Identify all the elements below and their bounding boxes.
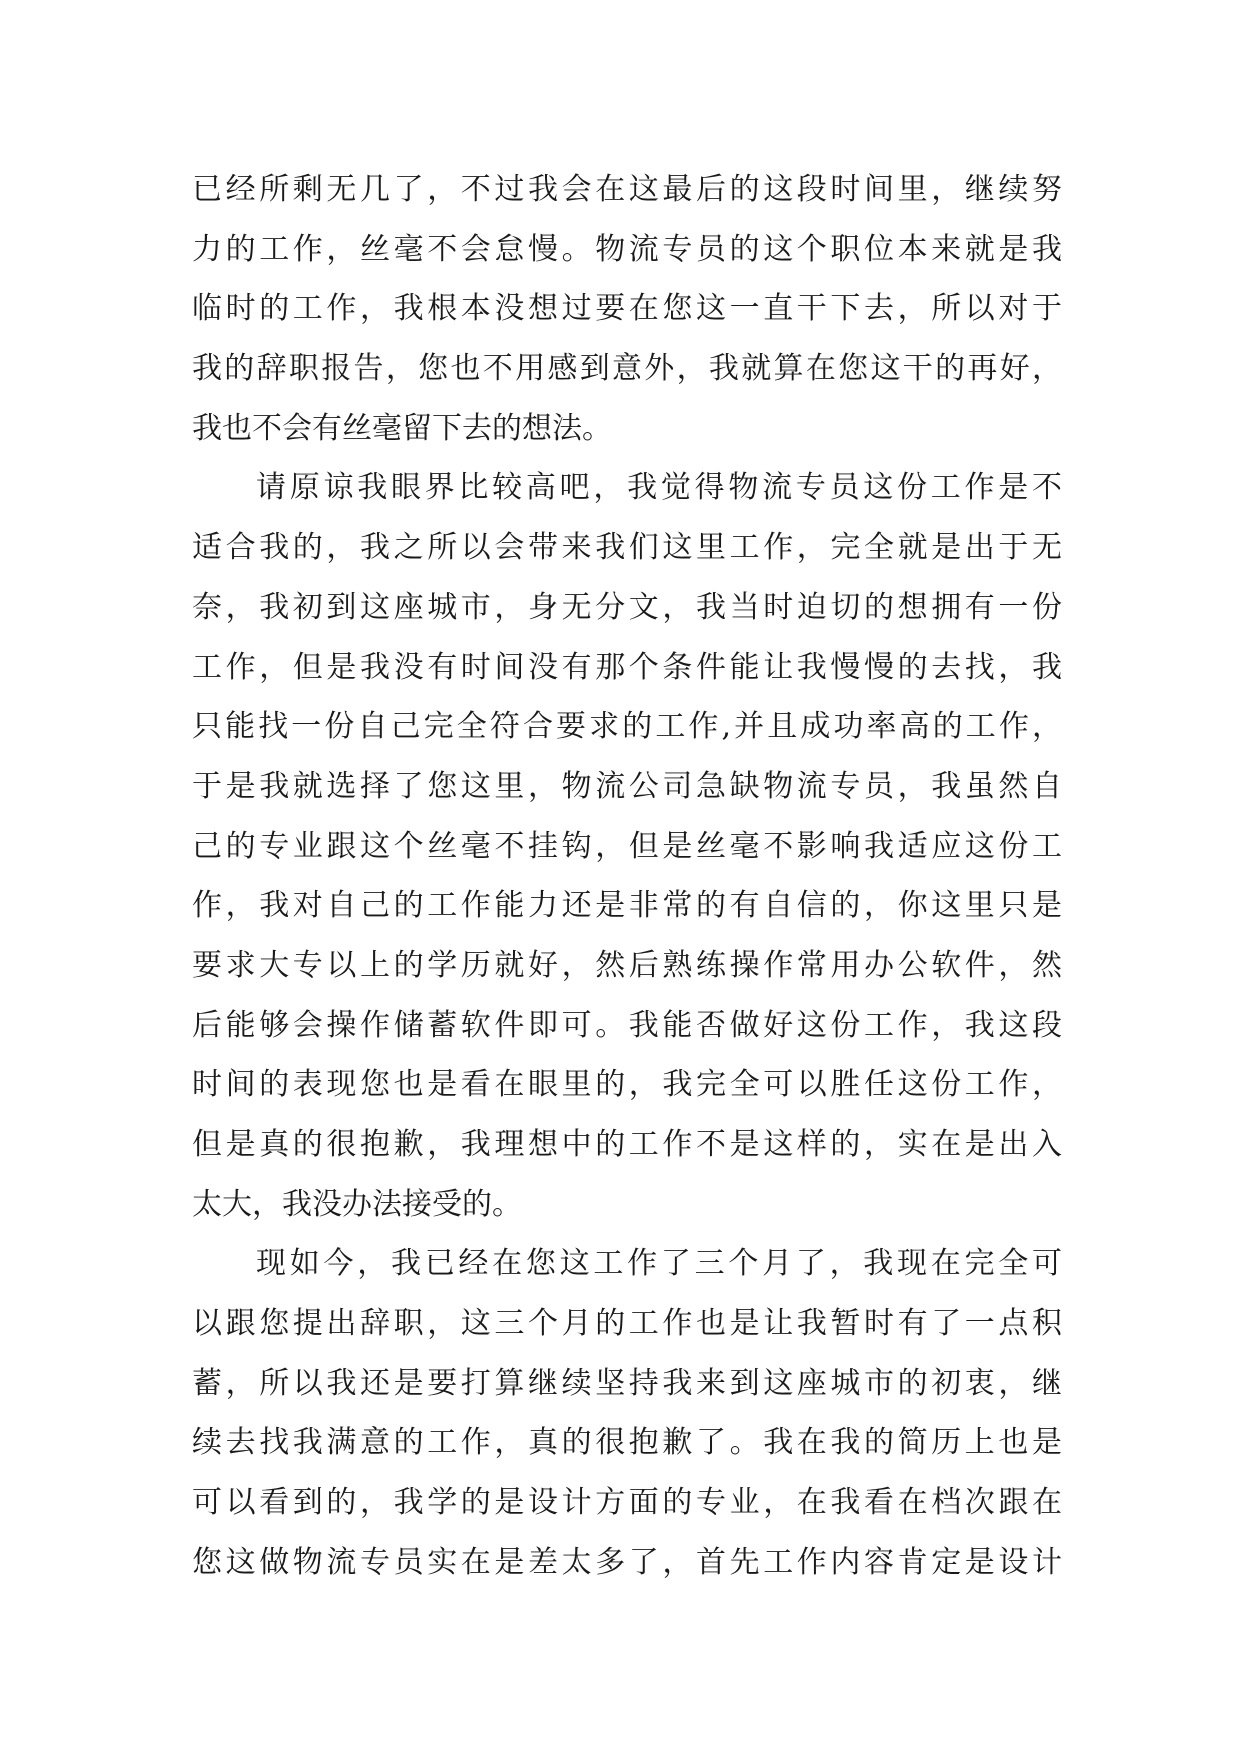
text-line: 太大，我没办法接受的。 [192,1186,522,1222]
text-line: 奈，我初到这座城市，身无分文，我当时迫切的想拥有一份 [192,589,1062,625]
text-line: 只能找一份自己完全符合要求的工作,并且成功率高的工作， [192,709,1062,745]
text-line: 工作，但是我没有时间没有那个条件能让我慢慢的去找，我 [192,649,1062,685]
text-line: 己的专业跟这个丝毫不挂钩，但是丝毫不影响我适应这份工 [192,828,1062,864]
text-line: 力的工作，丝毫不会怠慢。物流专员的这个职位本来就是我 [192,231,1062,267]
text-line: 蓄，所以我还是要打算继续坚持我来到这座城市的初衷，继 [192,1365,1062,1401]
text-line: 已经所剩无几了，不过我会在这最后的这段时间里，继续努 [192,172,1062,207]
text-line: 可以看到的，我学的是设计方面的专业，在我看在档次跟在 [192,1485,1062,1521]
text-line: 要求大专以上的学历就好，然后熟练操作常用办公软件，然 [192,947,1062,983]
text-line: 以跟您提出辞职，这三个月的工作也是让我暂时有了一点积 [192,1306,1062,1342]
text-line: 于是我就选择了您这里，物流公司急缺物流专员，我虽然自 [192,768,1062,804]
text-line: 请原谅我眼界比较高吧，我觉得物流专员这份工作是不 [256,470,1062,506]
text-line: 现如今，我已经在您这工作了三个月了，我现在完全可 [256,1246,1062,1282]
text-line: 您这做物流专员实在是差太多了，首先工作内容肯定是设计 [192,1544,1062,1580]
text-line: 临时的工作，我根本没想过要在您这一直干下去，所以对于 [192,291,1062,327]
text-line: 我的辞职报告，您也不用感到意外，我就算在您这干的再好， [192,351,1062,387]
text-line: 但是真的很抱歉，我理想中的工作不是这样的，实在是出入 [192,1127,1062,1162]
text-line: 续去找我满意的工作，真的很抱歉了。我在我的简历上也是 [192,1425,1062,1461]
text-line: 时间的表现您也是看在眼里的，我完全可以胜任这份工作， [192,1067,1062,1103]
text-line: 我也不会有丝毫留下去的想法。 [192,410,612,446]
text-line: 作，我对自己的工作能力还是非常的有自信的，你这里只是 [192,888,1062,924]
body-text [192,160,1062,1593]
text-line: 适合我的，我之所以会带来我们这里工作，完全就是出于无 [192,530,1062,566]
text-line: 后能够会操作储蓄软件即可。我能否做好这份工作，我这段 [192,1007,1062,1043]
